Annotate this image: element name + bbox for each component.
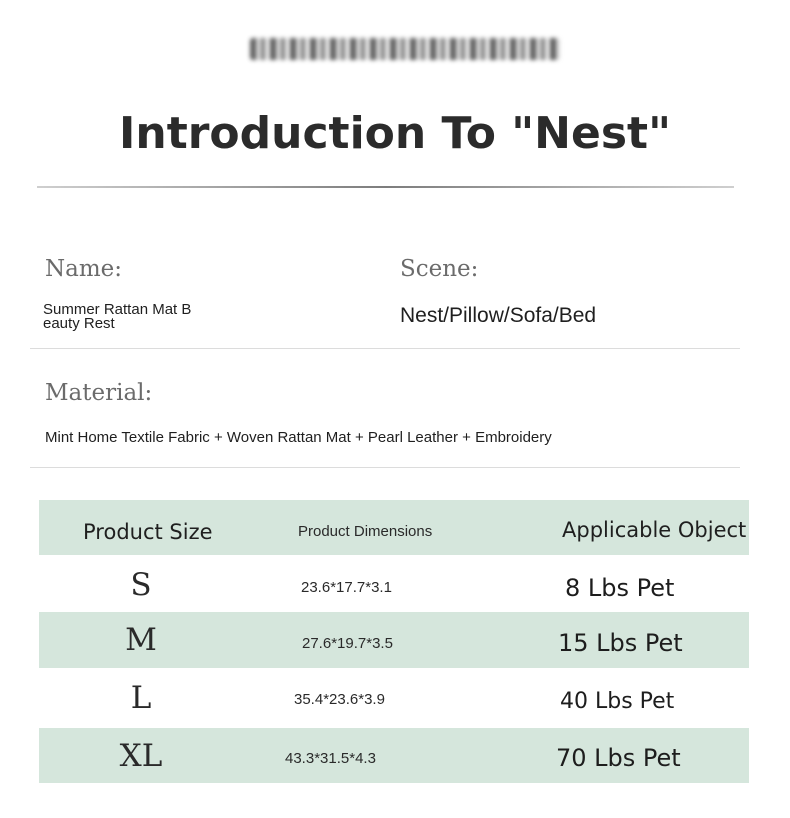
title-divider — [37, 186, 734, 188]
table-row — [39, 612, 749, 668]
material-label: Material: — [45, 380, 153, 406]
dimensions-cell: 43.3*31.5*4.3 — [285, 750, 376, 767]
scene-value: Nest/Pillow/Sofa/Bed — [400, 304, 597, 327]
divider-2 — [30, 467, 740, 468]
blurred-banner-text — [250, 38, 560, 60]
size-cell: XL — [119, 738, 163, 774]
header-product-dimensions: Product Dimensions — [298, 523, 433, 540]
page-title: Introduction To "Nest" — [119, 108, 671, 159]
size-cell: L — [130, 680, 152, 716]
scene-label: Scene: — [400, 256, 479, 282]
table-row — [39, 668, 749, 728]
name-label: Name: — [45, 256, 123, 282]
dimensions-cell: 27.6*19.7*3.5 — [302, 635, 393, 652]
object-cell: 8 Lbs Pet — [565, 574, 675, 602]
divider-1 — [30, 348, 740, 349]
size-cell: S — [130, 567, 152, 603]
table-header-row — [39, 500, 749, 555]
header-applicable-object: Applicable Object — [562, 518, 747, 542]
name-value-line2: eauty Rest — [43, 315, 115, 332]
size-cell: M — [125, 622, 157, 658]
material-value: Mint Home Textile Fabric + Woven Rattan Mat + Pearl Leather + Embroidery — [45, 429, 552, 446]
object-cell: 70 Lbs Pet — [556, 744, 681, 772]
object-cell: 40 Lbs Pet — [560, 689, 675, 714]
header-product-size: Product Size — [83, 520, 213, 544]
object-cell: 15 Lbs Pet — [558, 629, 683, 657]
table-row — [39, 728, 749, 783]
dimensions-cell: 23.6*17.7*3.1 — [301, 579, 392, 596]
dimensions-cell: 35.4*23.6*3.9 — [294, 691, 385, 708]
name-value-line1: Summer Rattan Mat B — [43, 301, 192, 318]
name-value — [43, 303, 191, 331]
table-row — [39, 555, 749, 612]
